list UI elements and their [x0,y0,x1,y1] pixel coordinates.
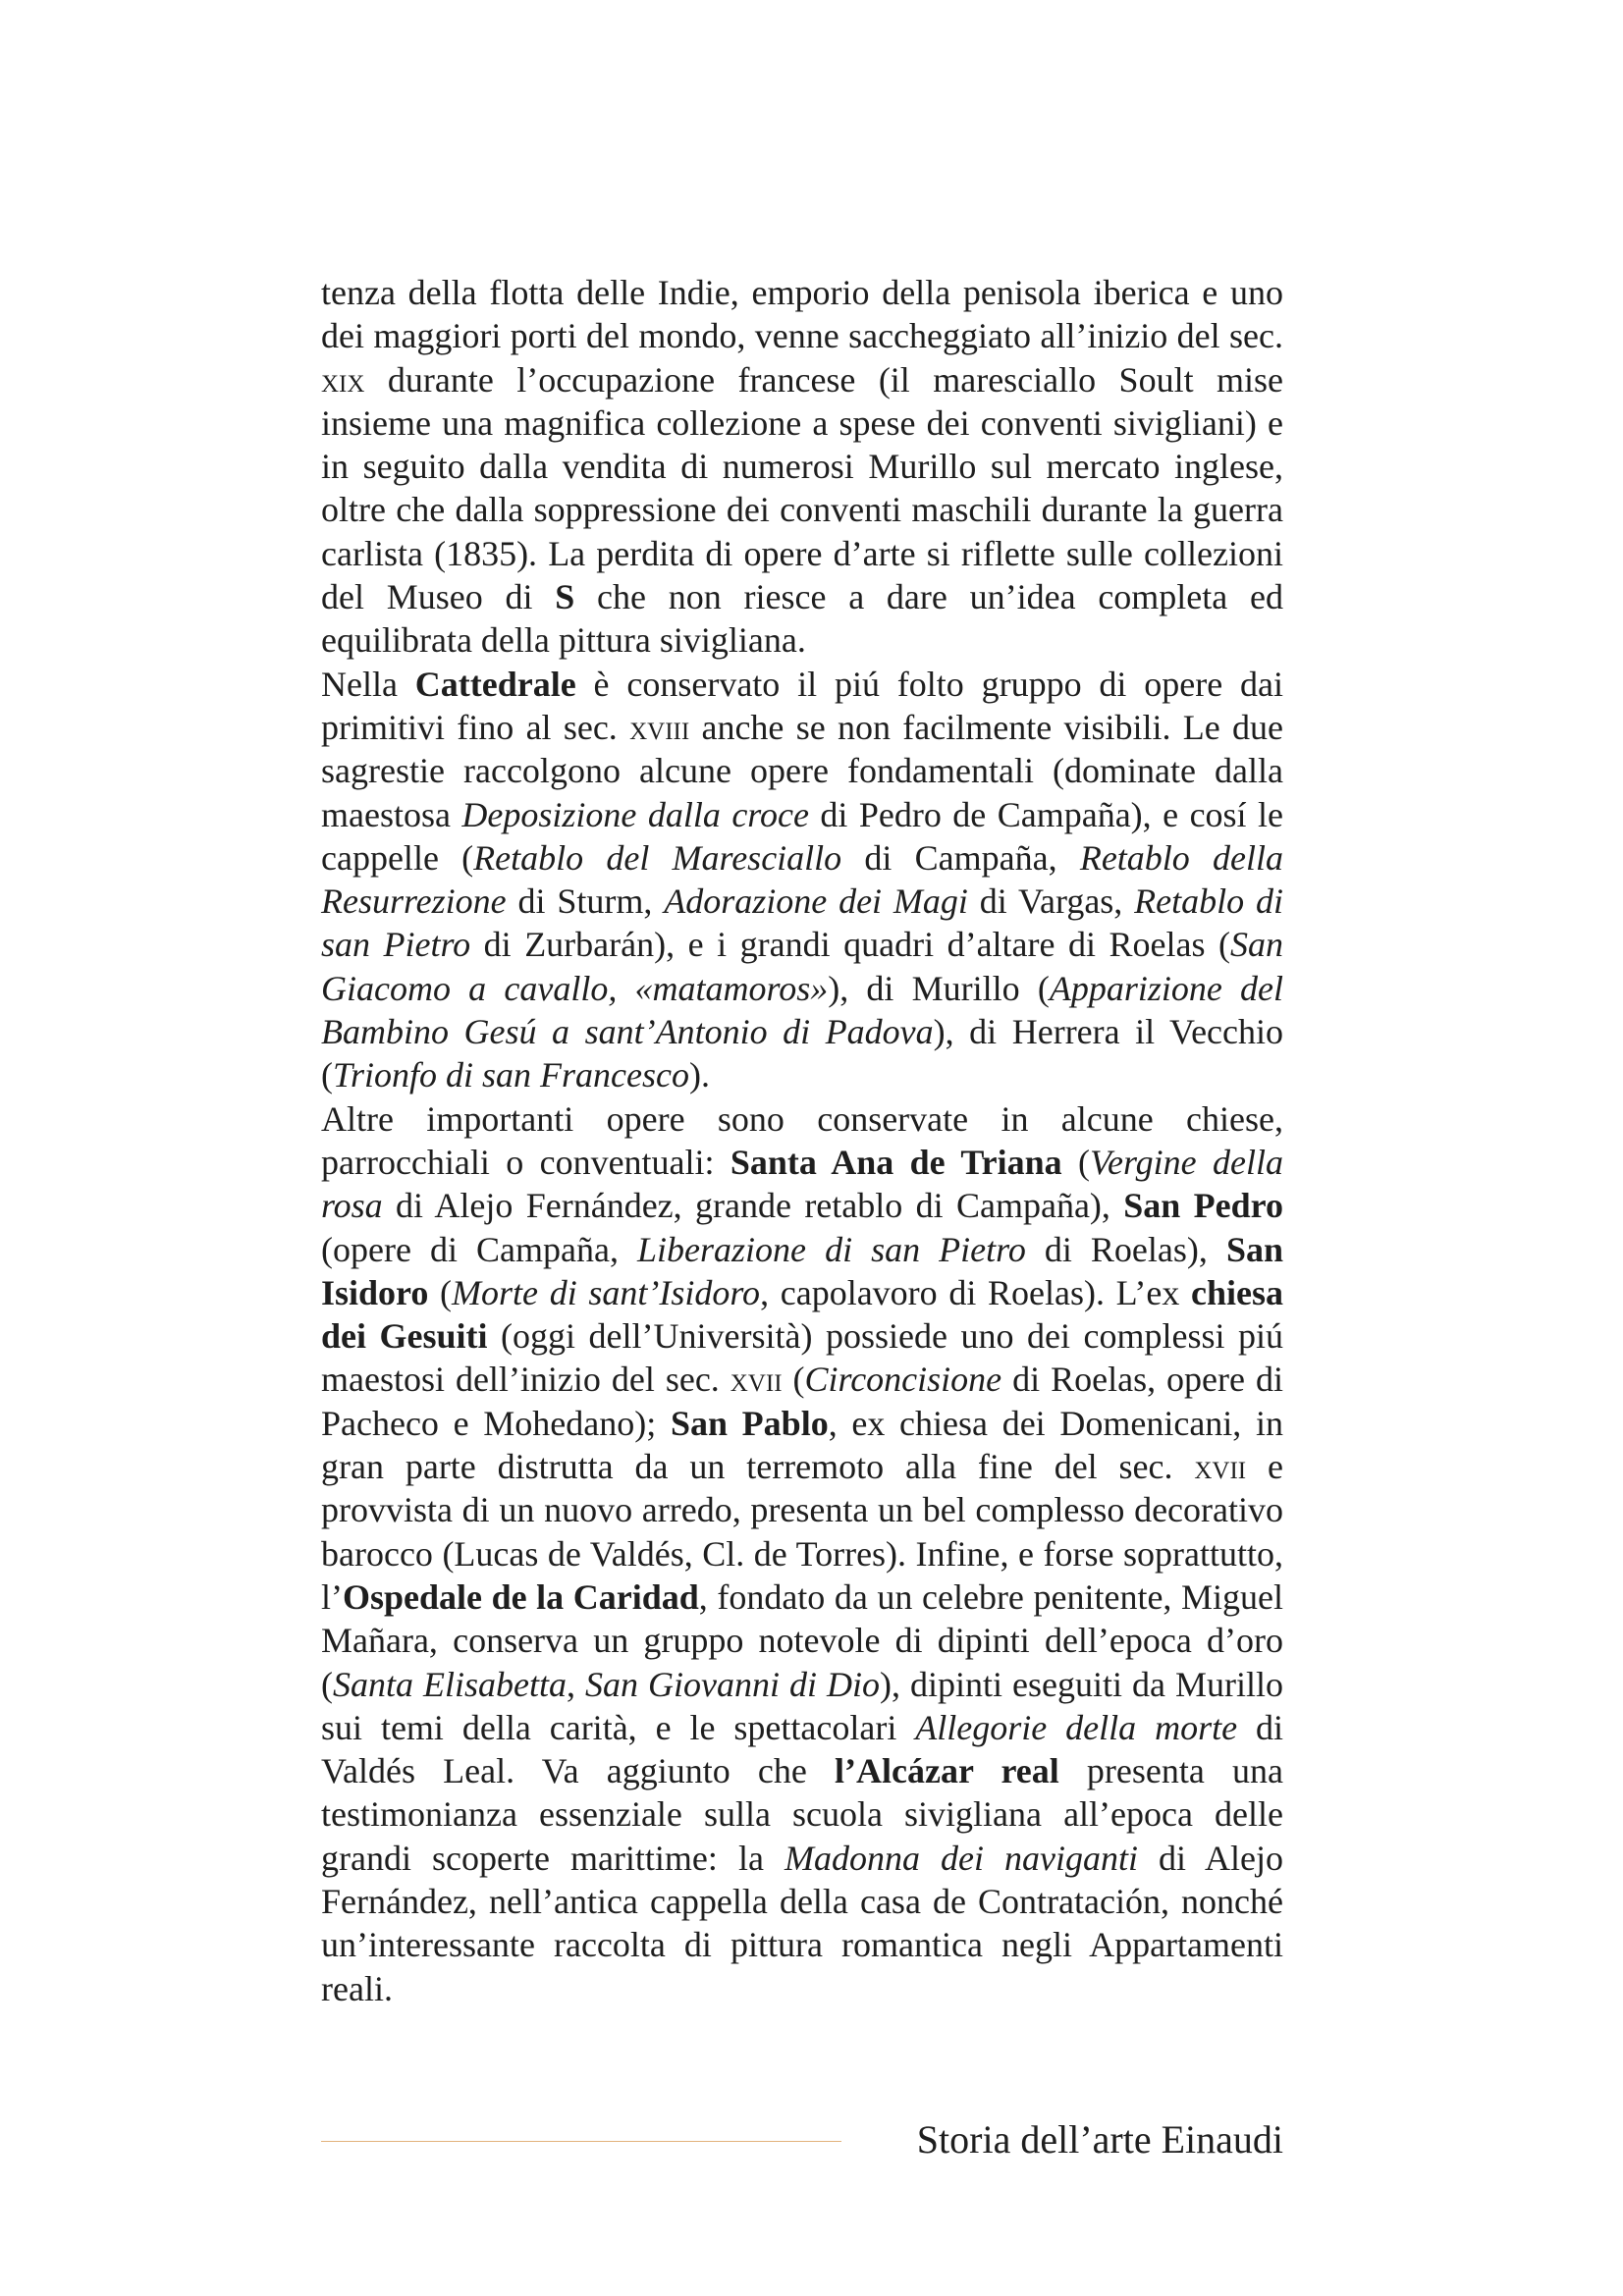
century-numeral: xviii [629,707,690,747]
text-run: di Zurbarán), e i grandi quadri d’altare di Roelas ( [470,925,1231,965]
bold-text: chiesa dei Gesuiti [321,1272,1283,1357]
text-run: di Alejo Fernández, grande retablo di Campaña), [382,1186,1124,1226]
bold-text: Cattedrale [414,664,576,704]
paragraph [321,1097,1283,2010]
text-run: anche se non facilmente visibili. Le due sagrestie raccolgono alcune opere fondamentali (dominate dalla maestosa [321,707,1283,834]
text-run: (opere di Campaña, [321,1229,638,1269]
footer-rule [321,2141,841,2142]
italic-text: Madonna dei naviganti [784,1838,1138,1878]
text-run: (oggi dell’Università) possiede uno dei complessi piú maestosi dell’inizio del sec. [321,1316,1283,1400]
italic-text: San Giacomo a cavallo, «matamoros» [321,925,1284,1008]
italic-text: Retablo di san Pietro [321,881,1284,965]
text-run: ), di Herrera il Vecchio ( [321,1012,1284,1095]
italic-text: San Giovanni di Dio [585,1664,881,1704]
italic-text: Retablo del Maresciallo [473,837,842,878]
text-run: Altre importanti opere sono conservate in alcune chiese, parrocchiali o conventuali: [321,1098,1283,1182]
text-run: di Alejo Fernández, nell’antica cappella della casa de Contratación, nonché un’interessante raccolta di pittura romantica negli Appartamenti reali. [321,1838,1284,2008]
bold-text: San Pedro [1123,1186,1283,1226]
italic-text: Trionfo di san Francesco [333,1055,690,1095]
italic-text: Vergine della rosa [321,1142,1283,1226]
bold-text: San Pablo [670,1403,829,1443]
text-run: di Campaña, [841,837,1080,878]
bold-text: Ospedale de la Caridad [343,1576,699,1617]
text-run: durante l’occupazione francese (il maresciallo Soult mise insieme una magnifica collezione a spese dei conventi sivigliani) e in seguito dalla vendita di numerosi Murillo sul mercato inglese, oltre che dalla soppressione dei conventi maschili durante la guerra carlista (1835). La perdita di opere d’arte si riflette sulle collezioni del Museo di [321,359,1283,617]
text-run: che non riesce a dare un’idea completa ed equilibrata della pittura sivigliana. [321,577,1283,661]
text-run: e provvista di un nuovo arredo, presenta un bel complesso decorativo barocco (Lucas de Valdés, Cl. de Torres). Infine, e forse soprattutto, l’ [321,1447,1283,1617]
italic-text: Allegorie della morte [915,1707,1238,1747]
bold-text: San Isidoro [321,1229,1283,1312]
text-run: ), di Murillo ( [828,968,1050,1008]
bold-text: S [555,577,575,617]
italic-text: Liberazione di san Pietro [637,1229,1026,1269]
text-run: di Sturm, [506,881,665,922]
text-run: ), dipinti eseguiti da Murillo sui temi della carità, e le spettacolari [321,1664,1284,1747]
italic-text: Adorazione dei Magi [664,881,968,922]
text-run: Nella [321,664,415,704]
century-numeral: xix [321,359,365,400]
text-run: , [567,1664,586,1704]
text-run: ( [428,1272,453,1312]
italic-text: Circoncisione [804,1360,1002,1400]
text-run: di Valdés Leal. Va aggiunto che [321,1707,1283,1791]
text-run: ). [689,1055,711,1095]
text-run: di Vargas, [967,881,1135,922]
text-run: di Pedro de Campaña), e cosí le cappelle ( [321,794,1283,878]
italic-text: Santa Elisabetta [333,1664,567,1704]
century-numeral: xvii [1194,1447,1247,1487]
text-run: , fondato da un celebre penitente, Miguel Mañara, conserva un gruppo notevole di dipinti dell’epoca d’oro ( [321,1576,1283,1704]
text-run: è conservato il piú folto gruppo di opere dai primitivi fino al sec. [321,664,1284,747]
body-text [321,271,1283,2010]
page-footer [321,2110,1283,2169]
text-run: di Roelas), [1025,1229,1226,1269]
text-run: , ex chiesa dei Domenicani, in gran parte distrutta da un terremoto alla fine del sec. [321,1403,1283,1487]
footer-title: Storia dell’arte Einaudi [916,2117,1283,2162]
italic-text: Deposizione dalla croce [461,794,809,834]
paragraph [321,271,1283,663]
italic-text: Retablo della Resurrezione [321,837,1284,922]
italic-text: Apparizione del Bambino Gesú a sant’Antonio di Padova [321,968,1284,1052]
paragraph [321,663,1283,1097]
text-run: ( [782,1360,805,1400]
text-run: , capolavoro di Roelas). L’ex [760,1272,1191,1312]
bold-text: Santa Ana de Triana [730,1142,1062,1182]
text-run: di Roelas, opere di Pacheco e Mohedano); [321,1360,1283,1443]
italic-text: Morte di sant’Isidoro [452,1272,761,1312]
text-run: tenza della flotta delle Indie, emporio della penisola iberica e uno dei maggiori porti del mondo, venne saccheggiato all’inizio del sec. [321,273,1283,356]
century-numeral: xvii [730,1360,783,1400]
bold-text: l’Alcázar real [835,1751,1059,1791]
text-run: presenta una testimonianza essenziale sulla scuola sivigliana all’epoca delle grandi scoperte marittime: la [321,1751,1283,1878]
text-run: ( [1061,1142,1091,1182]
